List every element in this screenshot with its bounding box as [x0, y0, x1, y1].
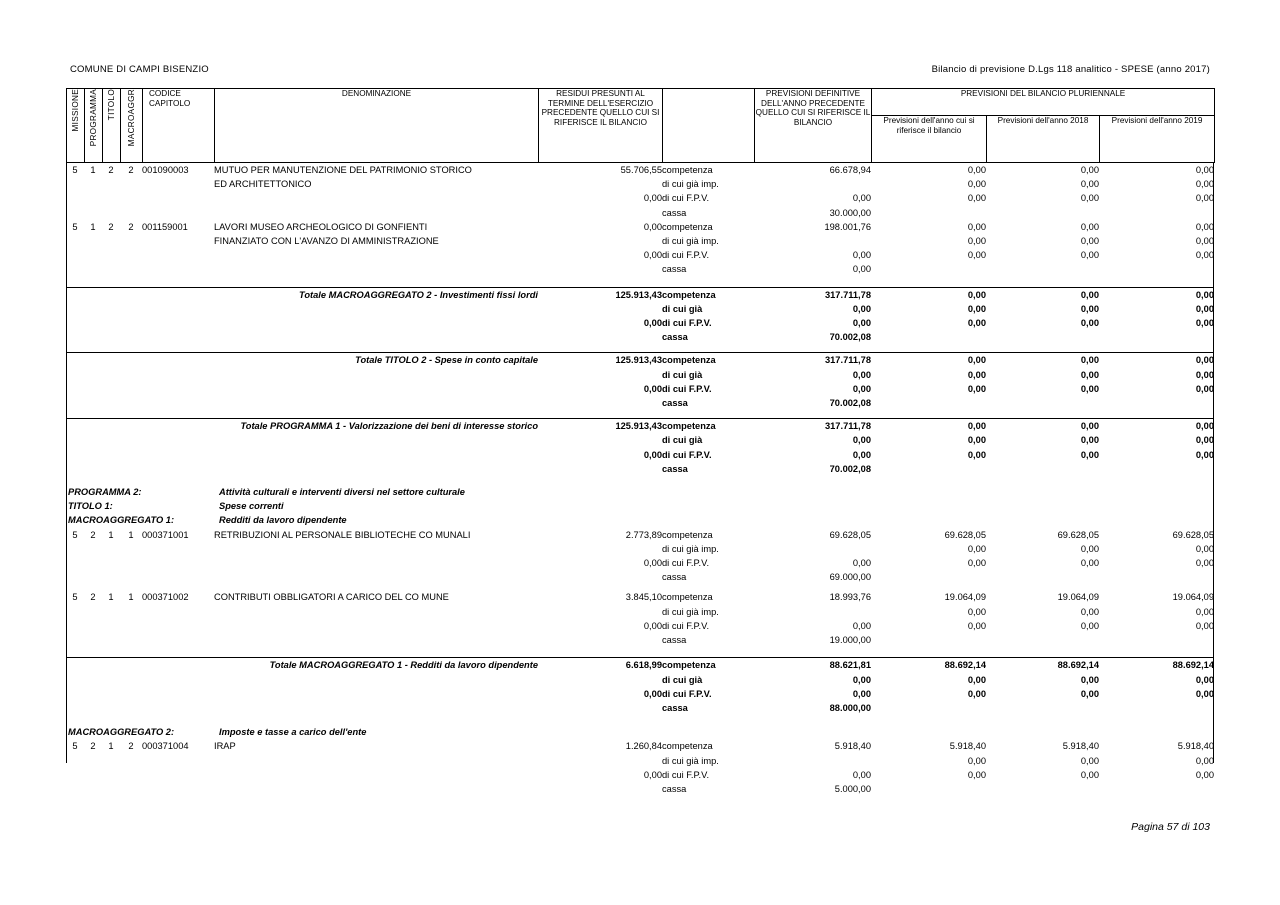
cell-residui-fpv: 0,00	[643, 449, 662, 460]
cell-denominazione: CONTRIBUTI OBBLIGATORI A CARICO DEL CO MUNE	[214, 592, 449, 603]
cell-label-cassa: cassa	[662, 332, 688, 343]
cell-anno-2019: 0,00	[1195, 318, 1214, 329]
cell-anno-2018: 5.918,40	[1062, 741, 1099, 752]
cell-label-cassa: cassa	[662, 635, 687, 646]
total-row	[66, 330, 1214, 344]
cell-anno-2018: 0,00	[1080, 543, 1099, 554]
cell-anno-corrente: 0,00	[871, 353, 986, 368]
cell-anno-2019: 0,00	[1099, 353, 1214, 368]
cell-codice: 001090003	[142, 165, 189, 175]
cell-label-competenza: competenza	[662, 287, 754, 302]
spacer-row	[66, 410, 1214, 419]
table-body	[66, 163, 1214, 796]
cell-anno-2019: 19.064,09	[1172, 592, 1214, 603]
cell-anno-2019: 0,00	[1195, 435, 1214, 446]
cell-anno-2018: 0,00	[1080, 250, 1099, 261]
cell-anno-2018: 0,00	[1080, 688, 1099, 699]
cell-anno-2018: 0,00	[1080, 236, 1099, 247]
table-row	[66, 542, 1214, 556]
cell-missione: 5	[72, 592, 78, 603]
cell-label-cassa: cassa	[662, 207, 687, 218]
cell-total-label: Totale TITOLO 2 - Spese in conto capitale	[142, 353, 538, 368]
cell-label-cassa: cassa	[662, 783, 687, 794]
table-row	[66, 605, 1214, 619]
cell-label-di-cui-fpv: di cui F.P.V.	[662, 383, 712, 394]
cell-anno-corrente: 0,00	[967, 369, 986, 380]
table-body-area	[66, 163, 1214, 794]
cell-previsioni-definitive: 317.711,78	[754, 287, 871, 302]
header-right: Bilancio di previsione D.Lgs 118 analitico - SPESE (anno 2017)	[931, 64, 1210, 75]
cell-previsioni-cassa: 70.002,08	[829, 398, 871, 409]
cell-anno-2018: 0,00	[1080, 193, 1099, 204]
cell-anno-2018: 0,00	[1080, 606, 1099, 617]
section-key-macroaggregato: MACROAGGREGATO 1:	[68, 515, 175, 526]
cell-anno-2018: 88.692,14	[986, 658, 1099, 673]
cell-anno-corrente: 0,00	[871, 419, 986, 434]
cell-label-competenza: competenza	[662, 658, 754, 673]
section-key-titolo: TITOLO 1:	[68, 501, 113, 512]
cell-titolo: 1	[108, 529, 114, 540]
cell-programma: 1	[90, 221, 96, 232]
cell-anno-2018: 0,00	[1080, 755, 1099, 766]
cell-previsioni-fpv: 0,00	[852, 383, 871, 394]
cell-total-label: Totale MACROAGGREGATO 2 - Investimenti fissi lordi	[142, 287, 538, 302]
cell-label-di-cui-fpv: di cui F.P.V.	[662, 250, 710, 261]
col-header-anno-2019: Previsioni dell'anno 2019	[1100, 116, 1215, 163]
cell-anno-2018: 0,00	[1080, 303, 1099, 314]
cell-residui-fpv: 0,00	[643, 383, 662, 394]
cell-anno-2019: 0,00	[1195, 543, 1214, 554]
cell-previsioni-fpv: 0,00	[852, 769, 871, 780]
cell-previsioni-fpv: 0,00	[852, 449, 871, 460]
cell-label-di-cui-gia-imp: di cui già imp.	[662, 606, 719, 617]
section-value-programma: Attività culturali e interventi diversi nel settore culturale	[219, 487, 465, 498]
total-row	[66, 302, 1214, 316]
cell-anno-corrente: 0,00	[967, 236, 986, 247]
cell-label-competenza: competenza	[662, 221, 713, 232]
table-row	[66, 163, 1214, 177]
total-row	[66, 673, 1214, 687]
cell-previsioni-cassa: 70.002,08	[829, 332, 871, 343]
section-key-programma: PROGRAMMA 2:	[68, 487, 142, 498]
cell-residui: 0,00	[643, 221, 662, 232]
cell-previsioni-fpv: 0,00	[852, 620, 871, 631]
cell-residui: 2.773,89	[625, 529, 662, 540]
total-row	[66, 419, 1214, 434]
cell-denominazione: RETRIBUZIONI AL PERSONALE BIBLIOTECHE CO MUNALI	[214, 529, 471, 540]
cell-previsioni-fpv: 0,00	[852, 558, 871, 569]
table-row	[66, 220, 1214, 234]
cell-programma: 1	[90, 165, 96, 175]
cell-anno-2019: 0,00	[1195, 236, 1214, 247]
spacer-row	[66, 476, 1214, 485]
cell-macroaggr: 2	[128, 165, 134, 175]
col-header-spacer	[663, 89, 755, 163]
cell-previsioni-di-cui-gia: 0,00	[852, 303, 871, 314]
cell-anno-corrente: 0,00	[967, 543, 986, 554]
cell-anno-corrente: 0,00	[967, 383, 986, 394]
cell-label-di-cui-fpv: di cui F.P.V.	[662, 688, 712, 699]
cell-residui-fpv: 0,00	[643, 620, 662, 631]
cell-anno-2019: 0,00	[1195, 383, 1214, 394]
table-row	[66, 556, 1214, 570]
cell-anno-corrente: 5.918,40	[949, 741, 986, 752]
total-row	[66, 353, 1214, 368]
section-value-macroaggregato: Redditi da lavoro dipendente	[219, 515, 347, 526]
cell-previsioni-definitive: 66.678,94	[829, 165, 871, 175]
table-row	[66, 262, 1214, 276]
cell-residui: 3.845,10	[625, 592, 662, 603]
cell-titolo: 1	[108, 592, 114, 603]
cell-residui-fpv: 0,00	[643, 318, 662, 329]
cell-anno-corrente: 0,00	[967, 674, 986, 685]
table-row	[66, 248, 1214, 262]
cell-label-cassa: cassa	[662, 572, 687, 583]
cell-previsioni-cassa: 88.000,00	[829, 702, 871, 713]
cell-anno-2019: 0,00	[1195, 369, 1214, 380]
table-row	[66, 528, 1214, 542]
cell-anno-2019: 5.918,40	[1177, 741, 1214, 752]
cell-anno-2018: 69.628,05	[1057, 529, 1099, 540]
col-header-previsioni-definitive: PREVISIONI DEFINITIVE DELL'ANNO PRECEDENTE QUELLO CUI SI RIFERISCE IL BILANCIO	[755, 89, 872, 163]
col-header-titolo: TITOLO	[103, 89, 121, 163]
cell-anno-2019: 0,00	[1195, 303, 1214, 314]
table-row	[66, 768, 1214, 782]
cell-label-di-cui-gia: di cui già	[662, 369, 703, 380]
cell-missione: 5	[72, 221, 78, 232]
cell-anno-2018: 0,00	[1080, 369, 1099, 380]
cell-denominazione: IRAP	[214, 741, 236, 752]
spacer-row	[66, 277, 1214, 288]
cell-label-cassa: cassa	[662, 398, 688, 409]
cell-total-label: Totale PROGRAMMA 1 - Valorizzazione dei beni di interesse storico	[142, 419, 538, 434]
section-heading-row	[66, 725, 1214, 739]
cell-previsioni-cassa: 5.000,00	[834, 783, 871, 794]
cell-anno-corrente: 0,00	[871, 287, 986, 302]
cell-previsioni-definitive: 198.001,76	[824, 221, 871, 232]
cell-previsioni-di-cui-gia: 0,00	[852, 674, 871, 685]
cell-label-competenza: competenza	[662, 592, 713, 603]
cell-label-di-cui-gia-imp: di cui già imp.	[662, 543, 719, 554]
cell-macroaggr: 1	[128, 529, 134, 540]
cell-anno-2018: 0,00	[986, 353, 1099, 368]
cell-previsioni-cassa: 69.000,00	[829, 572, 871, 583]
table-row	[66, 191, 1214, 205]
col-header-pluriennale: PREVISIONI DEL BILANCIO PLURIENNALE	[872, 89, 1215, 116]
cell-anno-2018: 0,00	[1080, 165, 1099, 175]
cell-anno-corrente: 0,00	[967, 606, 986, 617]
cell-previsioni-fpv: 0,00	[852, 250, 871, 261]
total-row	[66, 368, 1214, 382]
cell-anno-2018: 0,00	[1080, 620, 1099, 631]
cell-anno-2019: 0,00	[1195, 221, 1214, 232]
cell-codice: 000371001	[142, 529, 189, 540]
cell-anno-2018: 0,00	[1080, 449, 1099, 460]
cell-residui: 125.913,43	[538, 353, 662, 368]
cell-anno-corrente: 0,00	[967, 303, 986, 314]
cell-anno-2019: 0,00	[1195, 250, 1214, 261]
cell-anno-2018: 0,00	[1080, 674, 1099, 685]
cell-total-label: Totale MACROAGGREGATO 1 - Redditi da lavoro dipendente	[142, 658, 538, 673]
table-row	[66, 633, 1214, 647]
cell-anno-corrente: 0,00	[967, 318, 986, 329]
cell-programma: 2	[90, 592, 96, 603]
cell-denominazione-cont: ED ARCHITETTONICO	[214, 179, 312, 190]
cell-previsioni-definitive: 5.918,40	[834, 741, 871, 752]
cell-previsioni-definitive: 18.993,76	[829, 592, 871, 603]
cell-label-competenza: competenza	[662, 165, 713, 175]
cell-anno-corrente: 0,00	[967, 620, 986, 631]
cell-anno-2019: 0,00	[1195, 620, 1214, 631]
cell-residui-fpv: 0,00	[643, 769, 662, 780]
cell-denominazione-cont: FINANZIATO CON L'AVANZO DI AMMINISTRAZIONE	[214, 236, 439, 247]
cell-anno-2019: 0,00	[1195, 688, 1214, 699]
section-heading-row	[66, 513, 1214, 527]
cell-residui: 55.706,55	[620, 165, 662, 175]
cell-missione: 5	[72, 165, 78, 175]
cell-anno-corrente: 88.692,14	[871, 658, 986, 673]
cell-denominazione: MUTUO PER MANUTENZIONE DEL PATRIMONIO STORICO	[214, 165, 472, 175]
cell-anno-corrente: 69.628,05	[944, 529, 986, 540]
cell-titolo: 2	[108, 221, 114, 232]
cell-anno-2018: 0,00	[1080, 179, 1099, 190]
cell-macroaggr: 2	[128, 221, 134, 232]
cell-label-di-cui-gia-imp: di cui già imp.	[662, 179, 719, 190]
cell-anno-2019: 0,00	[1195, 193, 1214, 204]
cell-label-competenza: competenza	[662, 529, 713, 540]
cell-label-di-cui-gia: di cui già	[662, 435, 703, 446]
cell-anno-2019: 0,00	[1195, 755, 1214, 766]
cell-previsioni-cassa: 0,00	[852, 264, 871, 275]
spacer-row	[66, 647, 1214, 658]
cell-anno-2019: 0,00	[1195, 558, 1214, 569]
cell-titolo: 1	[108, 741, 114, 752]
cell-anno-2019: 0,00	[1195, 606, 1214, 617]
cell-anno-2019: 0,00	[1195, 179, 1214, 190]
cell-titolo: 2	[108, 165, 114, 175]
cell-anno-2019: 0,00	[1195, 674, 1214, 685]
cell-anno-2019: 0,00	[1099, 287, 1214, 302]
cell-anno-2018: 0,00	[1080, 769, 1099, 780]
col-header-macroaggr: MACROAGGR	[121, 89, 143, 163]
cell-codice: 001159001	[142, 221, 188, 232]
cell-anno-corrente: 0,00	[967, 165, 986, 175]
table-row	[66, 754, 1214, 768]
cell-anno-2019: 0,00	[1195, 449, 1214, 460]
cell-anno-2018: 0,00	[1080, 318, 1099, 329]
table-row	[66, 590, 1214, 604]
cell-anno-corrente: 0,00	[967, 435, 986, 446]
cell-residui: 1.260,84	[625, 741, 662, 752]
cell-missione: 5	[72, 741, 78, 752]
cell-programma: 2	[90, 529, 96, 540]
cell-residui: 125.913,43	[538, 287, 662, 302]
cell-anno-2018: 0,00	[986, 287, 1099, 302]
cell-anno-2019: 0,00	[1195, 165, 1214, 175]
cell-label-di-cui-gia-imp: di cui già imp.	[662, 755, 719, 766]
cell-residui-fpv: 0,00	[643, 250, 662, 261]
total-row	[66, 462, 1214, 476]
col-header-anno-2018: Previsioni dell'anno 2018	[987, 116, 1100, 163]
table-row	[66, 177, 1214, 191]
cell-denominazione: LAVORI MUSEO ARCHEOLOGICO DI GONFIENTI	[214, 221, 428, 232]
cell-label-di-cui-fpv: di cui F.P.V.	[662, 769, 710, 780]
cell-previsioni-definitive: 69.628,05	[829, 529, 871, 540]
cell-programma: 2	[90, 741, 96, 752]
cell-anno-corrente: 0,00	[967, 558, 986, 569]
table-row	[66, 782, 1214, 796]
cell-anno-corrente: 0,00	[967, 179, 986, 190]
cell-label-di-cui-fpv: di cui F.P.V.	[662, 620, 710, 631]
total-row	[66, 701, 1214, 715]
total-row	[66, 658, 1214, 673]
spacer-row	[66, 344, 1214, 353]
cell-residui-fpv: 0,00	[643, 193, 662, 204]
col-header-denominazione: DENOMINAZIONE	[215, 89, 539, 163]
cell-anno-2019: 0,00	[1195, 769, 1214, 780]
total-row	[66, 287, 1214, 302]
cell-label-di-cui-fpv: di cui F.P.V.	[662, 193, 710, 204]
cell-macroaggr: 2	[128, 741, 134, 752]
cell-anno-corrente: 0,00	[967, 769, 986, 780]
cell-previsioni-definitive: 317.711,78	[754, 419, 871, 434]
cell-anno-corrente: 0,00	[967, 250, 986, 261]
cell-anno-corrente: 0,00	[967, 193, 986, 204]
table-row	[66, 570, 1214, 584]
cell-label-di-cui-gia-imp: di cui già imp.	[662, 236, 719, 247]
cell-label-competenza: competenza	[662, 419, 754, 434]
cell-macroaggr: 1	[128, 592, 134, 603]
table-header	[66, 88, 1215, 163]
cell-anno-2018: 0,00	[1080, 383, 1099, 394]
cell-residui: 125.913,43	[538, 419, 662, 434]
cell-label-di-cui-gia: di cui già	[662, 674, 703, 685]
total-row	[66, 396, 1214, 410]
section-heading-row	[66, 485, 1214, 499]
header-left: COMUNE DI CAMPI BISENZIO	[70, 64, 209, 75]
cell-label-competenza: competenza	[662, 353, 754, 368]
cell-label-di-cui-fpv: di cui F.P.V.	[662, 449, 712, 460]
total-row	[66, 382, 1214, 396]
cell-anno-corrente: 0,00	[967, 688, 986, 699]
cell-label-di-cui-fpv: di cui F.P.V.	[662, 318, 712, 329]
cell-anno-2019: 0,00	[1099, 419, 1214, 434]
cell-residui: 6.618,99	[538, 658, 662, 673]
col-header-residui: RESIDUI PRESUNTI AL TERMINE DELL'ESERCIZIO PRECEDENTE QUELLO CUI SI RIFERISCE IL BILANCIO	[539, 89, 663, 163]
cell-anno-2018: 0,00	[986, 419, 1099, 434]
total-row	[66, 687, 1214, 701]
cell-codice: 000371002	[142, 592, 189, 603]
col-header-programma: PROGRAMMA	[85, 89, 103, 163]
cell-anno-2018: 19.064,09	[1057, 592, 1099, 603]
total-row	[66, 448, 1214, 462]
cell-previsioni-fpv: 0,00	[852, 318, 871, 329]
col-header-anno-corrente: Previsioni dell'anno cui si riferisce il bilancio	[872, 116, 987, 163]
section-value-macroaggregato-2: Imposte e tasse a carico dell'ente	[219, 727, 367, 738]
cell-anno-2018: 0,00	[1080, 558, 1099, 569]
cell-previsioni-fpv: 0,00	[852, 688, 871, 699]
cell-label-di-cui-fpv: di cui F.P.V.	[662, 558, 710, 569]
cell-previsioni-di-cui-gia: 0,00	[852, 435, 871, 446]
cell-anno-corrente: 0,00	[967, 221, 986, 232]
cell-previsioni-cassa: 19.000,00	[829, 635, 871, 646]
cell-label-cassa: cassa	[662, 264, 687, 275]
cell-previsioni-di-cui-gia: 0,00	[852, 369, 871, 380]
table-row	[66, 206, 1214, 220]
cell-anno-2019: 88.692,14	[1099, 658, 1214, 673]
page-number: Pagina 57 di 103	[1131, 821, 1210, 833]
cell-codice: 000371004	[142, 741, 189, 752]
total-row	[66, 433, 1214, 447]
spacer-row	[66, 715, 1214, 725]
cell-anno-corrente: 19.064,09	[944, 592, 986, 603]
section-heading-row	[66, 499, 1214, 513]
cell-previsioni-definitive: 317.711,78	[754, 353, 871, 368]
section-key-macroaggregato-2: MACROAGGREGATO 2:	[68, 727, 175, 738]
cell-residui-fpv: 0,00	[643, 688, 662, 699]
cell-previsioni-cassa: 30.000,00	[829, 207, 871, 218]
cell-previsioni-fpv: 0,00	[852, 193, 871, 204]
table-row	[66, 234, 1214, 248]
cell-previsioni-definitive: 88.621,81	[754, 658, 871, 673]
cell-anno-corrente: 0,00	[967, 449, 986, 460]
cell-anno-2018: 0,00	[1080, 435, 1099, 446]
cell-anno-corrente: 0,00	[967, 755, 986, 766]
cell-residui-fpv: 0,00	[643, 558, 662, 569]
cell-anno-2019: 69.628,05	[1172, 529, 1214, 540]
cell-label-competenza: competenza	[662, 741, 713, 752]
col-header-codice-capitolo: CODICE CAPITOLO	[143, 89, 215, 163]
cell-previsioni-cassa: 70.002,08	[829, 463, 871, 474]
table-row	[66, 739, 1214, 753]
cell-label-cassa: cassa	[662, 463, 688, 474]
col-header-missione: MISSIONE	[67, 89, 85, 163]
cell-label-cassa: cassa	[662, 702, 688, 713]
cell-label-di-cui-gia: di cui già	[662, 303, 703, 314]
cell-missione: 5	[72, 529, 78, 540]
total-row	[66, 316, 1214, 330]
section-value-titolo: Spese correnti	[219, 501, 284, 512]
cell-anno-2018: 0,00	[1080, 221, 1099, 232]
table-row	[66, 619, 1214, 633]
